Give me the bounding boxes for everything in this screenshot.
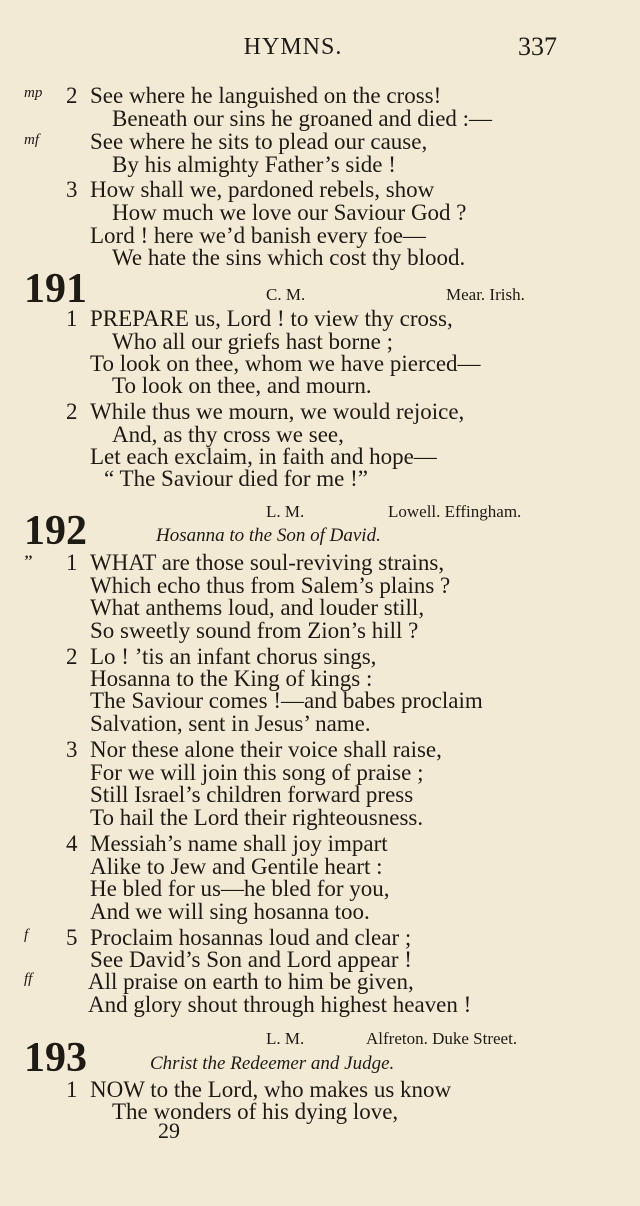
dynamic-mark-ff: ff [24,971,33,987]
verse-line: Salvation, sent in Jesus’ name. [90,711,371,736]
verse-line: Alike to Jew and Gentile heart : [90,854,383,879]
verse-line: By his almighty Father’s side ! [112,152,396,177]
verse-line: What anthems loud, and louder still, [90,595,425,620]
verse-line: Lord ! here we’d banish every foe— [90,223,426,248]
signature-mark: 29 [158,1118,180,1143]
verse-number: 1 [66,550,78,575]
verse-line: While thus we mourn, we would rejoice, [90,399,465,424]
verse-line: The wonders of his dying love, [112,1099,399,1124]
verse-line: We hate the sins which cost thy blood. [112,245,466,270]
verse-line: PREPARE us, Lord ! to view thy cross, [90,306,453,331]
hymn-tunes: Lowell. Effingham. [388,502,522,521]
verse-line: See David’s Son and Lord appear ! [90,947,412,972]
verse-number: 5 [66,925,78,950]
verse-line: All praise on earth to him be given, [88,969,414,994]
hymn-subtitle: Hosanna to the Son of David. [156,525,381,546]
hymn-meter: L. M. [266,502,305,521]
verse-line: NOW to the Lord, who makes us know [90,1077,452,1102]
verse-number: 2 [66,644,78,669]
verse-line: Lo ! ’tis an infant chorus sings, [90,644,377,669]
verse-line: Nor these alone their voice shall raise, [90,737,442,762]
verse-line: To hail the Lord their righteousness. [90,805,424,830]
verse-line: For we will join this song of praise ; [90,760,424,785]
verse-line: Hosanna to the King of kings : [90,666,373,691]
verse-line: To look on thee, and mourn. [112,373,372,398]
verse-line: See where he sits to plead our cause, [90,129,428,154]
verse-number: 4 [66,831,78,856]
verse-number: 3 [66,737,78,762]
hymn-tunes: Mear. Irish. [446,285,525,304]
verse-line: And glory shout through highest heaven ! [88,992,472,1017]
verse-line: So sweetly sound from Zion’s hill ? [90,618,419,643]
hymn-meter: C. M. [266,285,306,304]
hymn-number: 191 [24,266,87,312]
verse-line: How shall we, pardoned rebels, show [90,177,435,202]
verse-line: Messiah’s name shall joy impart [90,831,388,856]
verse-line: “ The Saviour died for me !” [104,466,368,491]
dynamic-mark-mf: mf [24,132,39,148]
verse-line: Still Israel’s children forward press [90,782,414,807]
verse-line: WHAT are those soul-reviving strains, [90,550,445,575]
verse-line: He bled for us—he bled for you, [90,876,390,901]
dynamic-mark-f: f [24,927,29,943]
verse-number: 2 [66,83,78,108]
page-number: 337 [518,32,557,61]
verse-line: And, as thy cross we see, [112,422,344,447]
hymn-number: 193 [24,1035,87,1081]
hymn-subtitle: Christ the Redeemer and Judge. [150,1053,395,1074]
verse-line: And we will sing hosanna too. [90,899,370,924]
verse-line: Beneath our sins he groaned and died :— [112,106,493,131]
verse-line: Who all our griefs hast borne ; [112,329,394,354]
verse-line: Proclaim hosannas loud and clear ; [90,925,412,950]
running-header: HYMNS. [243,34,343,60]
verse-line: See where he languished on the cross! [90,83,442,108]
hymn-number: 192 [24,508,87,554]
dynamic-mark-mp: mp [24,85,43,101]
verse-number: 1 [66,306,78,331]
verse-number: 3 [66,177,78,202]
verse-line: The Saviour comes !—and babes proclaim [90,688,483,713]
verse-line: Let each exclaim, in faith and hope— [90,444,437,469]
verse-line: Which echo thus from Salem’s plains ? [90,573,451,598]
verse-number: 2 [66,399,78,424]
hymn-tunes: Alfreton. Duke Street. [366,1029,518,1048]
hymn-meter: L. M. [266,1029,305,1048]
verse-line: How much we love our Saviour God ? [112,200,467,225]
dynamic-mark: ’’ [24,553,33,569]
verse-line: To look on thee, whom we have pierced— [90,351,481,376]
verse-number: 1 [66,1077,78,1102]
